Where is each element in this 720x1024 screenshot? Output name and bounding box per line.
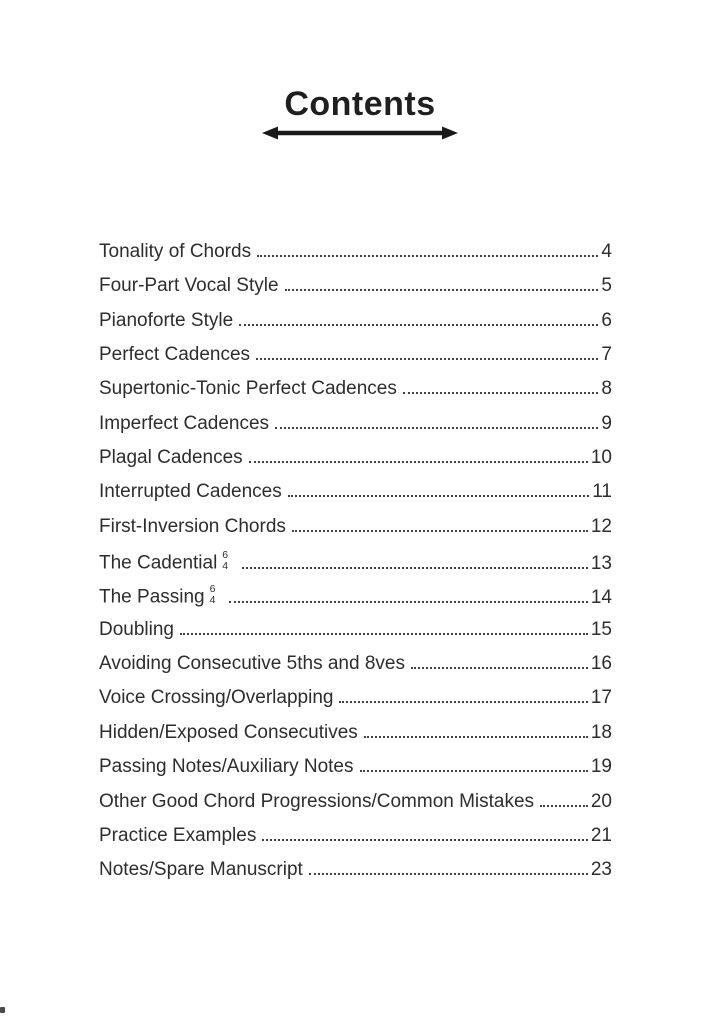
toc-page-number: 14 — [590, 586, 612, 608]
dot-leader — [360, 770, 588, 772]
toc-page-number: 11 — [592, 481, 612, 503]
toc-item-label: Hidden/Exposed Consecutives — [99, 721, 358, 743]
toc-item — [99, 378, 612, 412]
toc-page-number: 8 — [601, 378, 612, 400]
toc-item — [99, 413, 612, 447]
toc-item — [99, 687, 612, 721]
page-header — [0, 0, 720, 141]
toc-page-number: 16 — [590, 653, 612, 675]
toc-page-number: 13 — [590, 552, 612, 574]
figured-bass-6-4: 6 4 — [209, 583, 216, 606]
dot-leader — [239, 324, 598, 326]
toc-item-label: Voice Crossing/Overlapping — [99, 687, 334, 709]
toc-item — [99, 756, 612, 790]
toc-item — [99, 791, 612, 825]
figured-bass-6-4: 6 4 — [222, 549, 229, 572]
dot-leader — [292, 530, 588, 532]
toc-item — [99, 447, 612, 481]
double-headed-arrow-icon — [262, 125, 458, 141]
dot-leader — [309, 873, 588, 875]
toc-page-number: 7 — [601, 344, 612, 366]
toc-page-number: 18 — [590, 721, 612, 743]
toc-page-number: 5 — [601, 275, 612, 297]
toc-item-label: Passing Notes/Auxiliary Notes — [99, 756, 354, 778]
dot-leader — [229, 601, 587, 603]
toc-item — [99, 653, 612, 687]
toc-item — [99, 619, 612, 653]
dot-leader — [249, 461, 588, 463]
toc-item-label: The Cadential 6 4 — [99, 549, 229, 574]
toc-page-number: 15 — [590, 618, 612, 640]
dot-leader — [180, 633, 588, 635]
dot-leader — [288, 495, 590, 497]
title-underline — [0, 125, 720, 141]
toc-item — [99, 550, 612, 584]
toc-page-number: 20 — [590, 790, 612, 812]
toc-page-number: 6 — [601, 309, 612, 331]
dot-leader — [403, 392, 599, 394]
dot-leader — [257, 255, 598, 257]
toc-page-number: 23 — [590, 859, 612, 881]
toc-item — [99, 825, 612, 859]
toc-item — [99, 310, 612, 344]
toc-item-label: The Passing 6 4 — [99, 583, 216, 608]
toc-item-label: Pianoforte Style — [99, 309, 234, 331]
toc-item-label: Four-Part Vocal Style — [99, 275, 279, 297]
toc-item — [99, 241, 612, 275]
toc-page-number: 9 — [601, 412, 612, 434]
page-title: Contents — [284, 85, 436, 123]
toc-item — [99, 722, 612, 756]
toc-page-number: 21 — [590, 824, 612, 846]
toc-page-number: 17 — [590, 687, 612, 709]
dot-leader — [411, 667, 588, 669]
toc-item-label: First-Inversion Chords — [99, 515, 286, 537]
dot-leader — [275, 427, 598, 429]
toc-item-label: Practice Examples — [99, 824, 257, 846]
dot-leader — [262, 839, 588, 841]
toc-item-label: Other Good Chord Progressions/Common Mistakes — [99, 790, 535, 812]
toc-list — [0, 241, 720, 894]
scan-artifact-speck — [0, 1007, 5, 1013]
dot-leader — [242, 567, 588, 569]
toc-item — [99, 516, 612, 550]
toc-item-label: Plagal Cadences — [99, 447, 243, 469]
toc-item — [99, 481, 612, 515]
toc-page-number: 19 — [590, 756, 612, 778]
toc-page-number: 12 — [590, 515, 612, 537]
toc-page-number: 10 — [590, 447, 612, 469]
toc-item-label: Tonality of Chords — [99, 241, 252, 262]
toc-item-label: Interrupted Cadences — [99, 481, 282, 503]
toc-item-label: Supertonic-Tonic Perfect Cadences — [99, 378, 397, 400]
toc-item — [99, 344, 612, 378]
dot-leader — [285, 289, 599, 291]
toc-item-label: Imperfect Cadences — [99, 412, 270, 434]
toc-item — [99, 859, 612, 893]
toc-item-label: Doubling — [99, 618, 174, 640]
toc-item — [99, 584, 612, 618]
dot-leader — [339, 701, 587, 703]
toc-item — [99, 275, 612, 309]
dot-leader — [256, 358, 598, 360]
toc-item-label: Avoiding Consecutive 5ths and 8ves — [99, 653, 405, 675]
dot-leader — [364, 736, 588, 738]
dot-leader — [540, 805, 588, 807]
toc-page-number: 4 — [601, 241, 612, 262]
toc-item-label: Notes/Spare Manuscript — [99, 859, 303, 881]
toc-item-label: Perfect Cadences — [99, 344, 251, 366]
